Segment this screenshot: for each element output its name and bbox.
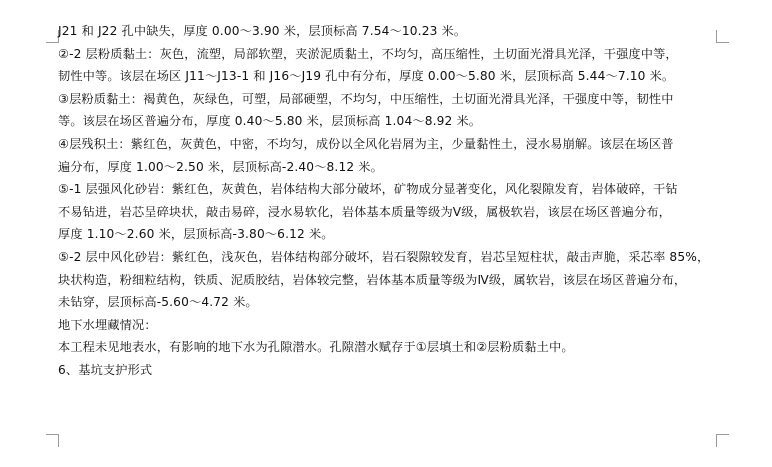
text-line: ②-2 层粉质黏土：灰色，流塑，局部软塑，夹淤泥质黏土，不均匀，高压缩性，土切面光滑具光泽，干强度中等， <box>58 46 678 61</box>
corner-mark-bottom-right <box>716 434 729 447</box>
text-line: 不易钻进，岩芯呈碎块状，敲击易碎，浸水易软化，岩体基本质量等级为Ⅴ级，属极软岩，该层在场区普遍分布， <box>58 204 672 219</box>
section-heading: 地下水埋藏情况： <box>58 317 157 332</box>
document-body <box>58 20 718 382</box>
text-line: 本工程未见地表水，有影响的地下水为孔隙潜水。孔隙潜水赋存于①层填土和②层粉质黏土中。 <box>58 340 574 355</box>
text-line: ④层残积土：紫红色，灰黄色，中密，不均匀，成份以全风化岩屑为主，少量黏性土，浸水易崩解。该层在场区普 <box>58 136 674 151</box>
text-line: 韧性中等。该层在场区 J11～J13-1 和 J16～J19 孔中有分布，厚度 0.00～5.80 米，层顶标高 5.44～7.10 米。 <box>58 69 675 84</box>
text-line: 遍分布，厚度 1.00～2.50 米，层顶标高-2.40～8.12 米。 <box>58 159 383 174</box>
text-line: ⑤-2 层中风化砂岩：紫红色，浅灰色，岩体结构部分破坏，岩石裂隙较发育，岩芯呈短柱状，敲击声脆，采芯率 85%， <box>58 249 710 264</box>
text-line: 块状构造，粉细粒结构，铁质、泥质胶结，岩体较完整，岩体基本质量等级为Ⅳ级，属软岩，该层在场区普遍分布， <box>58 272 687 287</box>
text-line: 等。该层在场区普遍分布，厚度 0.40～5.80 米，层顶标高 1.04～8.92 米。 <box>58 114 482 129</box>
text-line: 未钻穿，层顶标高-5.60～4.72 米。 <box>58 295 258 310</box>
text-line: ⑤-1 层强风化砂岩：紫红色，灰黄色，岩体结构大部分破坏，矿物成分显著变化，风化裂隙发育，岩体破碎，干钻 <box>58 182 678 197</box>
corner-mark-bottom-left <box>46 434 59 447</box>
text-line: 厚度 1.10～2.60 米，层顶标高-3.80～6.12 米。 <box>58 227 334 242</box>
section-heading: 6、基坑支护形式 <box>58 362 153 377</box>
text-line: J21 和 J22 孔中缺失，厚度 0.00～3.90 米，层顶标高 7.54～10.23 米。 <box>58 24 467 38</box>
text-line: ③层粉质黏土：褐黄色，灰绿色，可塑，局部硬塑，不均匀，中压缩性，土切面光滑具光泽，干强度中等，韧性中 <box>58 91 674 106</box>
